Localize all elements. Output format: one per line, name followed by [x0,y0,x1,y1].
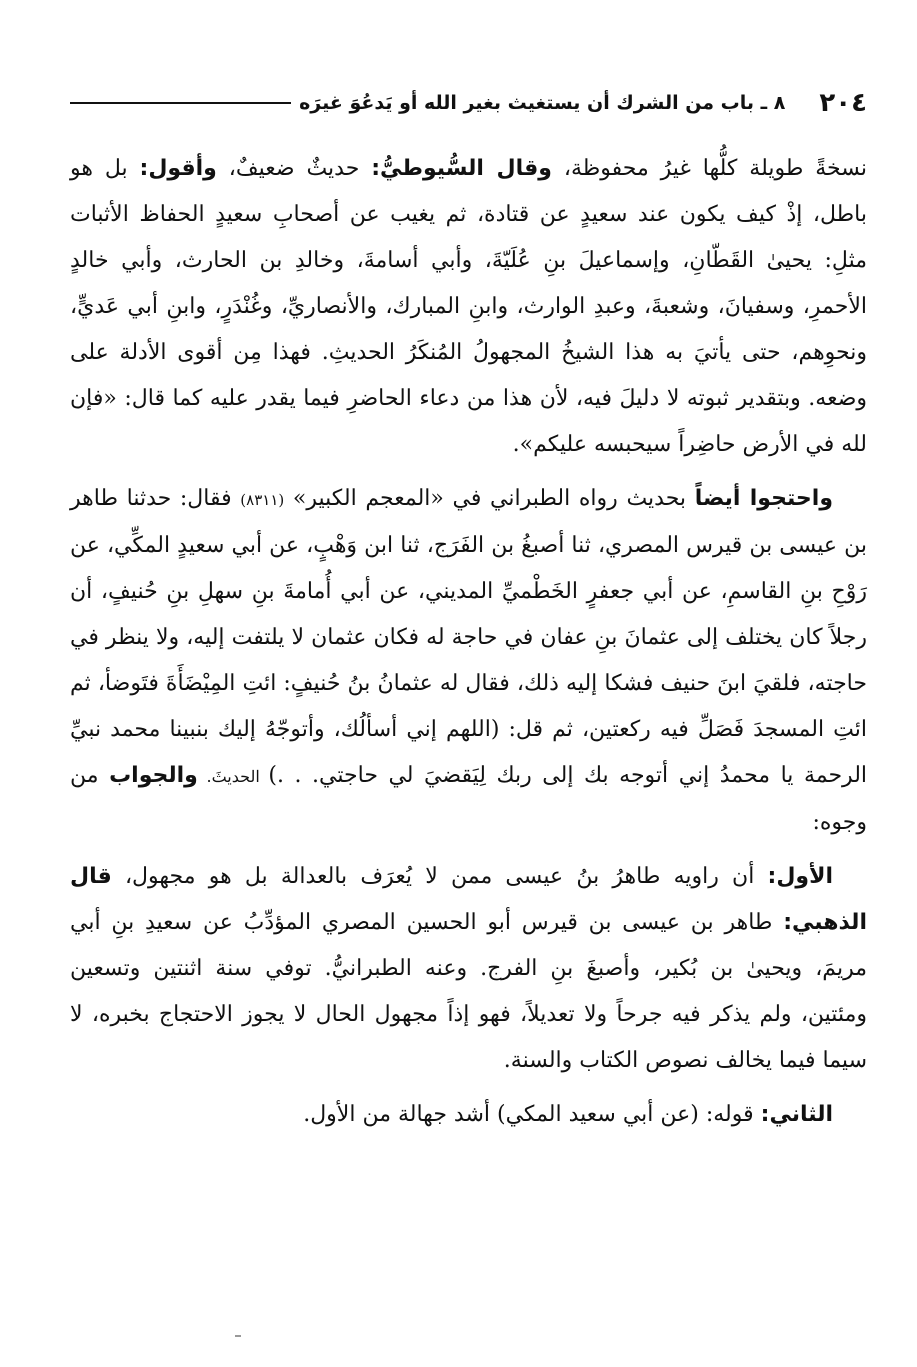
header-rule [70,102,291,104]
bold-lead: قال الذهبي: [70,864,867,935]
text-run: فقال: حدثنا طاهر بن عيسى بن قيرس المصري، ثنا أصبغُ بن الفَرَج، ثنا ابن وَهْبٍ، عن أبي سعيدٍ المكِّي، عن رَوْحِ بنِ القاسمِ، عن أبي جعفرٍ الخَطْميِّ المديني، عن أبي أُمامةَ بنِ سهلِ بنِ حُنيفٍ، أن رجلاً كان يختلف إلى عثمانَ بنِ عفان في حاجة له فكان عثمان لا يلتفت إليه، ولا ينظر في حاجته، فلقيَ ابنَ حنيف فشكا إليه ذلك، فقال له عثمانُ بنُ حُنيفٍ: ائتِ المِيْضَأَةَ فتَوضأ، ثم ائتِ المسجدَ فَصَلِّ فيه ركعتين، ثم قل: (اللهم إني أسألُك، وأتوجّهُ إليك بنبينا محمد نبيِّ الرحمة يا محمدُ إني أتوجه بك إلى ربك لِيَقضيَ لي حاجتي. . .) [70,486,868,788]
paragraph-3 [70,854,867,1084]
running-title: ٨ ـ باب من الشرك أن يستغيث بغير الله أو يَدعُوَ غيرَه [299,92,786,114]
text-run: أن راويه طاهرُ بنُ عيسى ممن لا يُعرَف بالعدالة بل هو مجهول، [111,864,768,889]
citation-number: (٨٣١١) [240,491,285,509]
bold-lead: وأقول: [139,156,217,181]
bold-lead: الأول: [767,864,833,889]
page-number: ٢٠٤ [819,88,867,118]
paragraph-2 [70,476,867,846]
text-run: حديثٌ ضعيفٌ، [216,156,372,181]
footer-mark [235,1335,241,1337]
bold-lead: والجواب [109,763,198,788]
text-run: نسخةً طويلة كلُّها غيرُ محفوظة، [551,156,867,181]
bold-lead: الثاني: [760,1102,833,1127]
text-run: من وجوه: [70,763,867,835]
paragraph-4 [70,1092,867,1138]
text-run: بل هو باطل، إذْ كيف يكون عند سعيدٍ عن قتادة، ثم يغيب عن أصحابِ سعيدٍ الحفاظ الأثبات مثلِ: يحيىٰ القَطّانِ، وإسماعيلَ بنِ عُلَيّةَ، وأبي أسامةَ، وخالدِ بن الحارث، وأبي خالدٍ الأحمرِ، وسفيانَ، وشعبةَ، وعبدِ الوارث، وابنِ المبارك، والأنصاريِّ، وغُنْدَرٍ، وابنِ أبي عَديٍّ، ونحوِهم، حتى يأتيَ به هذا الشيخُ المجهولُ المُنكَرُ الحديثِ. فهذا مِن أقوى الأدلة على وضعه. وبتقدير ثبوته لا دليلَ فيه، لأن هذا من دعاء الحاضرِ فيما يقدر عليه كما قال: «فإن لله في الأرض حاضِراً سيحبسه عليكم». [70,156,867,457]
text-run: بحديث رواه الطبراني في «المعجم الكبير» [284,486,695,511]
text-run: الحديثَ. [197,767,269,786]
bold-lead: وقال السُّيوطيُّ: [371,156,552,181]
text-run: طاهر بن عيسى بن قيرس أبو الحسين المصري المؤدِّبُ عن سعيدِ بنِ أبي مريمَ، ويحيىٰ بن بُكير، وأصبغَ بنِ الفرج. وعنه الطبرانيُّ. توفي سنة اثنتين وتسعين ومئتين، ولم يذكر فيه جرحاً ولا تعديلاً، فهو إذاً مجهول الحال لا يجوز الاحتجاج بخبره، لا سيما فيما يخالف نصوص الكتاب والسنة. [70,910,867,1073]
bold-lead: واحتجوا أيضاً [694,486,834,511]
text-run: قوله: (عن أبي سعيد المكي) أشد جهالة من الأول. [303,1102,761,1127]
body-text [70,146,867,1138]
paragraph-1 [70,146,867,468]
page-header [70,86,867,120]
